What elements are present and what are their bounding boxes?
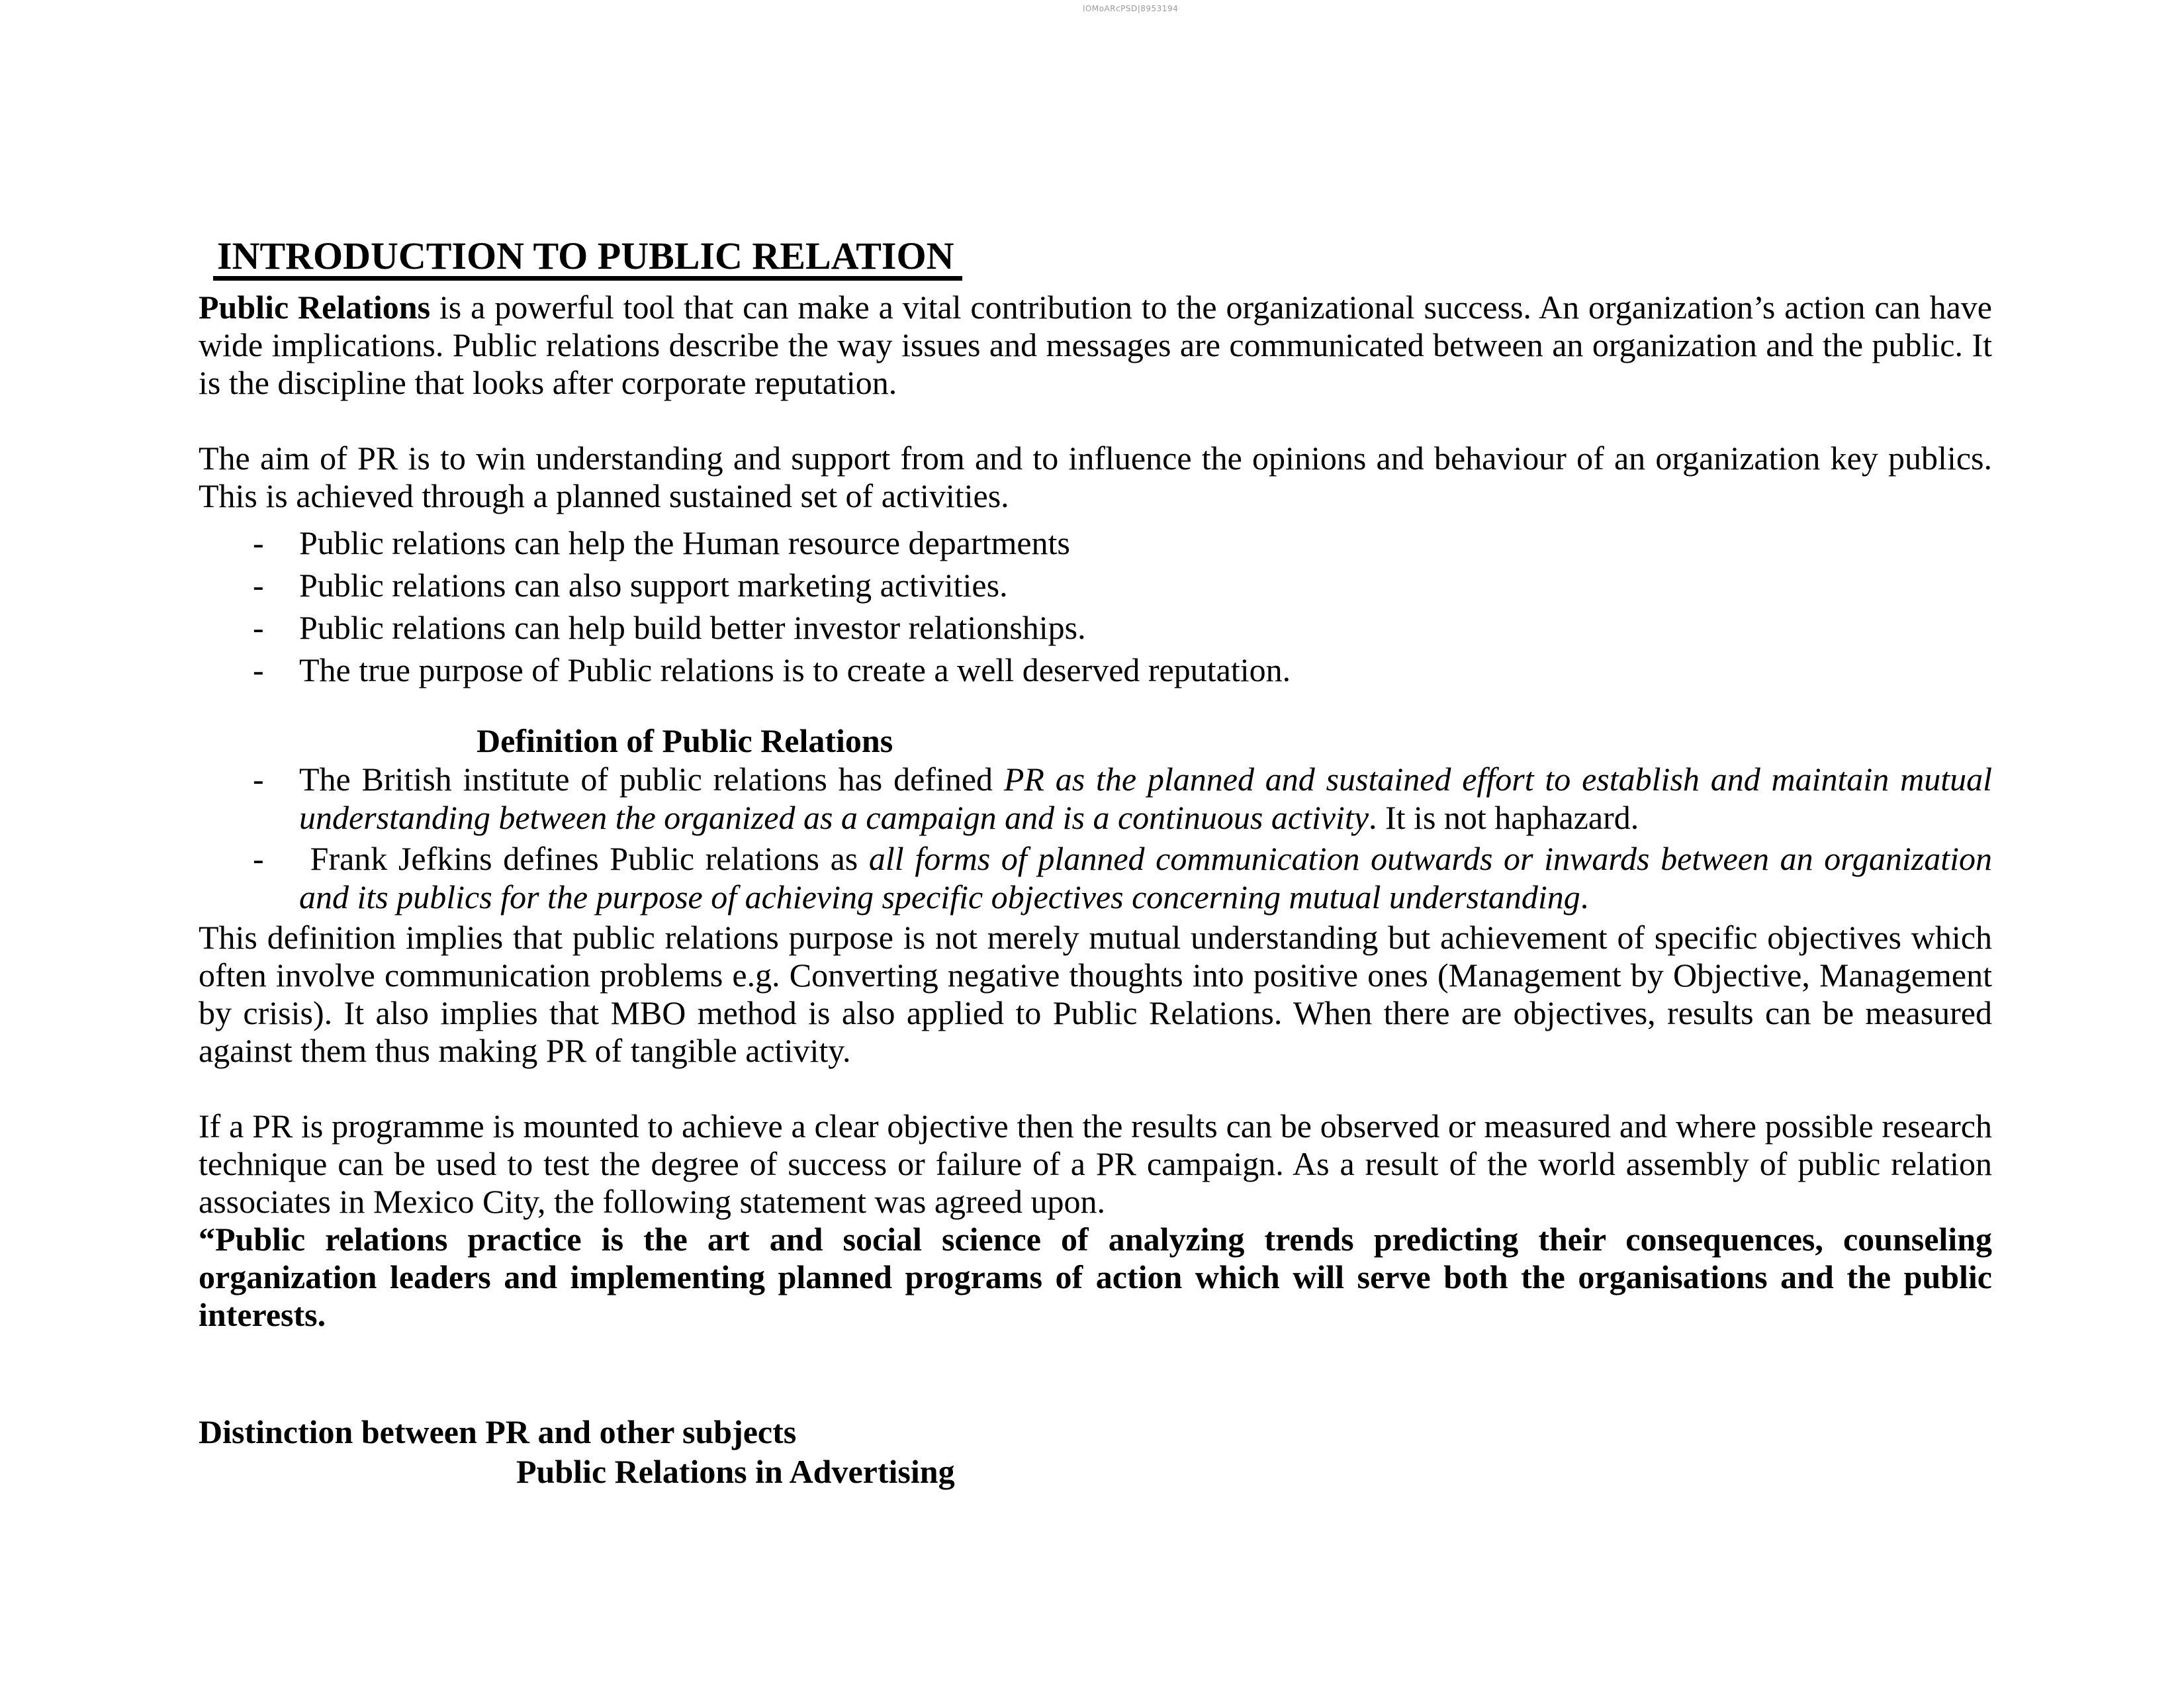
page-title-text: INTRODUCTION TO PUBLIC RELATION bbox=[213, 238, 962, 281]
definition-bullet-italic: all forms of planned communication outwards or inwards between an organization and its publics for the purpose of achieving specific objectives concerning mutual understanding bbox=[299, 840, 1992, 915]
studocu-watermark: lOMoARcPSD|8953194 bbox=[1083, 4, 1179, 13]
list-item bbox=[253, 567, 1992, 604]
list-item-text: The true purpose of Public relations is to create a well deserved reputation. bbox=[299, 651, 1291, 688]
dash-bullet-marker: - bbox=[253, 609, 264, 646]
list-item-text bbox=[299, 760, 1992, 837]
definition-bullet-list bbox=[199, 760, 1992, 916]
list-item bbox=[253, 839, 1992, 916]
list-item-text: Public relations can help build better investor relationships. bbox=[299, 609, 1086, 646]
advertising-heading: Public Relations in Advertising bbox=[516, 1453, 955, 1490]
document-content bbox=[199, 234, 1992, 1491]
list-item bbox=[253, 760, 1992, 837]
list-item bbox=[253, 609, 1992, 647]
definition-heading: Definition of Public Relations bbox=[477, 722, 893, 759]
definition-bullet-pre: Frank Jefkins defines Public relations as bbox=[299, 840, 869, 877]
dash-bullet-marker: - bbox=[253, 840, 264, 877]
mexico-statement-quote: “Public relations practice is the art and social science of analyzing trends predicting their consequences, counseling organization leaders and implementing planned programs of action which will serve both the organisations and the public interests. bbox=[199, 1221, 1992, 1333]
definition-bullet-post: . It is not haphazard. bbox=[1369, 799, 1639, 836]
list-item-text: Public relations can help the Human resource departments bbox=[299, 524, 1070, 561]
dash-bullet-marker: - bbox=[253, 651, 264, 688]
dash-bullet-marker: - bbox=[253, 524, 264, 561]
intro-lead-bold: Public Relations bbox=[199, 289, 431, 326]
page-title bbox=[213, 234, 1992, 281]
aim-bullet-list bbox=[199, 524, 1992, 689]
dash-bullet-marker: - bbox=[253, 567, 264, 604]
intro-rest: is a powerful tool that can make a vital contribution to the organizational success. An organization’s action can have wide implications. Public relations describe the way issues and messages are communicated between an organization and the public. It is the discipline that looks after corporate reputation. bbox=[199, 289, 1992, 401]
implication-paragraph: This definition implies that public relations purpose is not merely mutual understanding but achievement of specific objectives which often involve communication problems e.g. Converting negative thoughts into positive ones (Management by Objective, Management by crisis). It also implies that MBO method is also applied to Public Relations. When there are objectives, results can be measured against them thus making PR of tangible activity. bbox=[199, 919, 1992, 1069]
list-item bbox=[253, 651, 1992, 689]
list-item bbox=[253, 524, 1992, 562]
distinction-heading: Distinction between PR and other subjects bbox=[199, 1413, 797, 1450]
dash-bullet-marker: - bbox=[253, 761, 264, 798]
list-item-text bbox=[299, 839, 1992, 916]
definition-bullet-pre: The British institute of public relations has defined bbox=[299, 761, 1004, 798]
mexico-paragraph: If a PR is programme is mounted to achieve a clear objective then the results can be observed or measured and where possible research technique can be used to test the degree of success or failure of a PR campaign. As a result of the world assembly of public relation associates in Mexico City, the following statement was agreed upon. bbox=[199, 1107, 1992, 1220]
definition-bullet-post: . bbox=[1580, 878, 1589, 915]
list-item-text: Public relations can also support marketing activities. bbox=[299, 567, 1008, 604]
aim-paragraph: The aim of PR is to win understanding and support from and to influence the opinions and behaviour of an organization key publics. This is achieved through a planned sustained set of activities. bbox=[199, 440, 1992, 514]
definition-bullet-italic: PR as the planned and sustained effort to establish and maintain mutual understanding between the organized as a campaign and is a continuous activity bbox=[299, 761, 1992, 836]
intro-paragraph bbox=[199, 289, 1992, 402]
